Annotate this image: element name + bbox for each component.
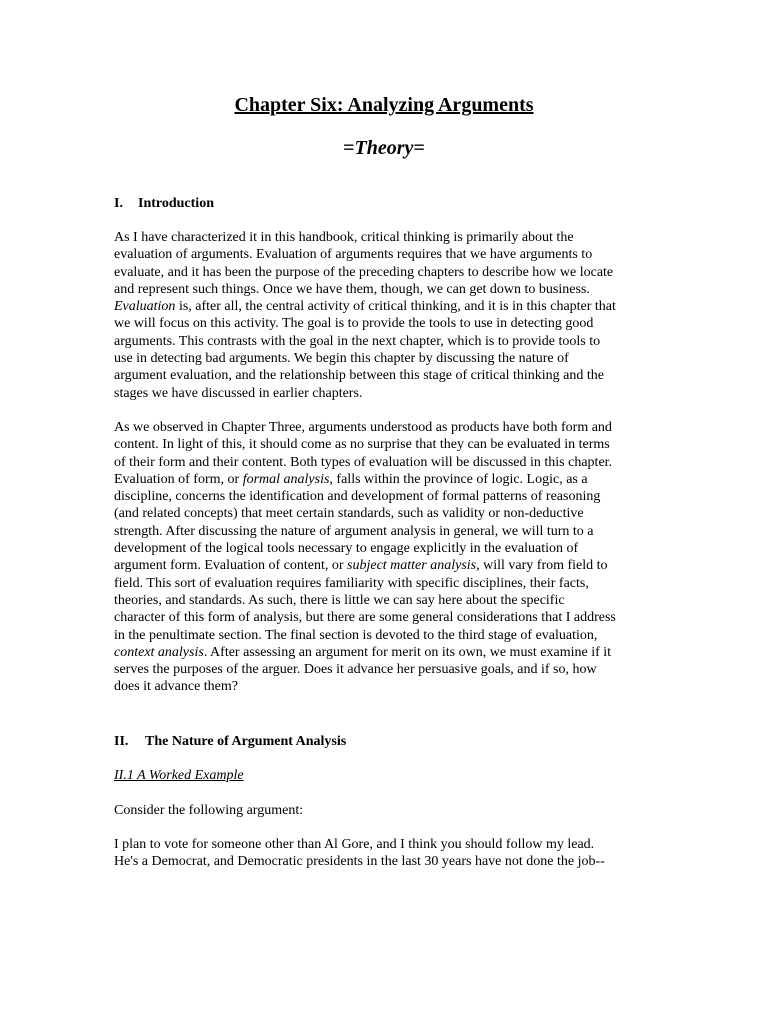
section-heading-introduction bbox=[114, 195, 214, 212]
text-run: evaluation of arguments. Evaluation of arguments requires that we have arguments to bbox=[114, 247, 593, 263]
text-line bbox=[114, 333, 674, 350]
paragraph-introduction bbox=[114, 229, 674, 402]
text-line bbox=[114, 609, 674, 626]
subtitle-prefix: = bbox=[343, 137, 355, 159]
text-run: field. This sort of evaluation requires familiarity with specific disciplines, their facts, bbox=[114, 575, 589, 591]
section-heading-nature-of-argument-analysis bbox=[114, 733, 346, 750]
subtitle-text: Theory bbox=[354, 137, 414, 159]
italic-term: formal analysis bbox=[242, 471, 330, 487]
text-line bbox=[114, 419, 674, 436]
text-line bbox=[114, 281, 674, 298]
text-run: content. In light of this, it should come as no surprise that they can be evaluated in terms bbox=[114, 437, 610, 453]
text-line bbox=[114, 315, 674, 332]
text-line bbox=[114, 505, 674, 522]
text-run: serves the purposes of the arguer. Does it advance her persuasive goals, and if so, how bbox=[114, 662, 597, 678]
subsection-heading-worked-example: II.1 A Worked Example bbox=[114, 768, 244, 783]
text-run: Evaluation of form, or bbox=[114, 471, 243, 487]
text-run: evaluate, and it has been the purpose of the preceding chapters to describe how we locate bbox=[114, 264, 614, 280]
paragraph-consider-argument bbox=[114, 802, 674, 819]
text-line bbox=[114, 678, 674, 695]
text-line bbox=[114, 229, 674, 246]
text-line bbox=[114, 385, 674, 402]
paragraph-argument-text bbox=[114, 836, 674, 871]
section-number: II. bbox=[114, 734, 129, 749]
text-run: theories, and standards. As such, there is little we can say here about the specific bbox=[114, 592, 565, 608]
text-run: of their form and their content. Both types of evaluation will be discussed in this chapter. bbox=[114, 454, 613, 470]
text-run: we will focus on this activity. The goal is to provide the tools to use in detecting good bbox=[114, 316, 594, 332]
subtitle-suffix: = bbox=[413, 137, 425, 159]
text-run: argument evaluation, and the relationship between this stage of critical thinking and the bbox=[114, 368, 604, 384]
text-line bbox=[114, 436, 674, 453]
text-line bbox=[114, 853, 674, 870]
text-line bbox=[114, 644, 674, 661]
text-line bbox=[114, 298, 674, 315]
text-run: As we observed in Chapter Three, arguments understood as products have both form and bbox=[114, 420, 612, 435]
text-line bbox=[114, 540, 674, 557]
text-line bbox=[114, 802, 674, 819]
text-run: As I have characterized it in this handbook, critical thinking is primarily about the bbox=[114, 230, 574, 245]
text-run: Consider the following argument: bbox=[114, 803, 304, 818]
text-run: development of the logical tools necessary to engage explicitly in the evaluation of bbox=[114, 541, 579, 557]
text-line bbox=[114, 350, 674, 367]
text-run: I plan to vote for someone other than Al Gore, and I think you should follow my lead. bbox=[114, 837, 595, 852]
text-run: in the penultimate section. The final section is devoted to the third stage of evaluation, bbox=[114, 627, 598, 643]
chapter-title bbox=[0, 92, 768, 118]
text-run: character of this form of analysis, but there are some general considerations that I address bbox=[114, 610, 616, 626]
chapter-title-text: Chapter Six: Analyzing Arguments bbox=[234, 94, 534, 116]
text-line bbox=[114, 627, 674, 644]
text-line bbox=[114, 523, 674, 540]
text-line bbox=[114, 592, 674, 609]
section-title: The Nature of Argument Analysis bbox=[145, 734, 347, 749]
text-run: , falls within the province of logic. Logic, as a bbox=[329, 471, 588, 487]
text-run: strength. After discussing the nature of argument analysis in general, we will turn to a bbox=[114, 523, 594, 539]
section-number: I. bbox=[114, 196, 123, 211]
text-run: discipline, concerns the identification and development of formal patterns of reasoning bbox=[114, 489, 601, 505]
text-run: is, after all, the central activity of critical thinking, and it is in this chapter that bbox=[175, 299, 616, 315]
text-line bbox=[114, 264, 674, 281]
text-line bbox=[114, 471, 674, 488]
text-line bbox=[114, 661, 674, 678]
chapter-subtitle bbox=[0, 135, 768, 161]
text-line bbox=[114, 836, 674, 853]
italic-term: subject matter analysis bbox=[347, 558, 477, 574]
text-run: , will vary from field to bbox=[476, 558, 608, 574]
text-run: (and related concepts) that meet certain standards, such as validity or non-deductive bbox=[114, 506, 584, 522]
text-line bbox=[114, 454, 674, 471]
text-run: argument form. Evaluation of content, or bbox=[114, 558, 348, 574]
section-title: Introduction bbox=[138, 196, 214, 211]
text-line bbox=[114, 488, 674, 505]
text-line bbox=[114, 367, 674, 384]
text-run: stages we have discussed in earlier chapters. bbox=[114, 385, 363, 401]
text-run: use in detecting bad arguments. We begin this chapter by discussing the nature of bbox=[114, 351, 569, 367]
paragraph-form-and-content bbox=[114, 419, 674, 696]
text-run: . After assessing an argument for merit on its own, we must examine if it bbox=[203, 644, 612, 660]
text-run: He's a Democrat, and Democratic presidents in the last 30 years have not done the job-- bbox=[114, 854, 605, 870]
text-line bbox=[114, 246, 674, 263]
text-run: does it advance them? bbox=[114, 679, 239, 695]
text-run: arguments. This contrasts with the goal in the next chapter, which is to provide tools to bbox=[114, 333, 601, 349]
text-line bbox=[114, 575, 674, 592]
text-run: and represent such things. Once we have them, though, we can get down to business. bbox=[114, 281, 590, 297]
italic-term: Evaluation bbox=[114, 299, 176, 315]
text-line bbox=[114, 557, 674, 574]
italic-term: context analysis bbox=[114, 644, 204, 660]
